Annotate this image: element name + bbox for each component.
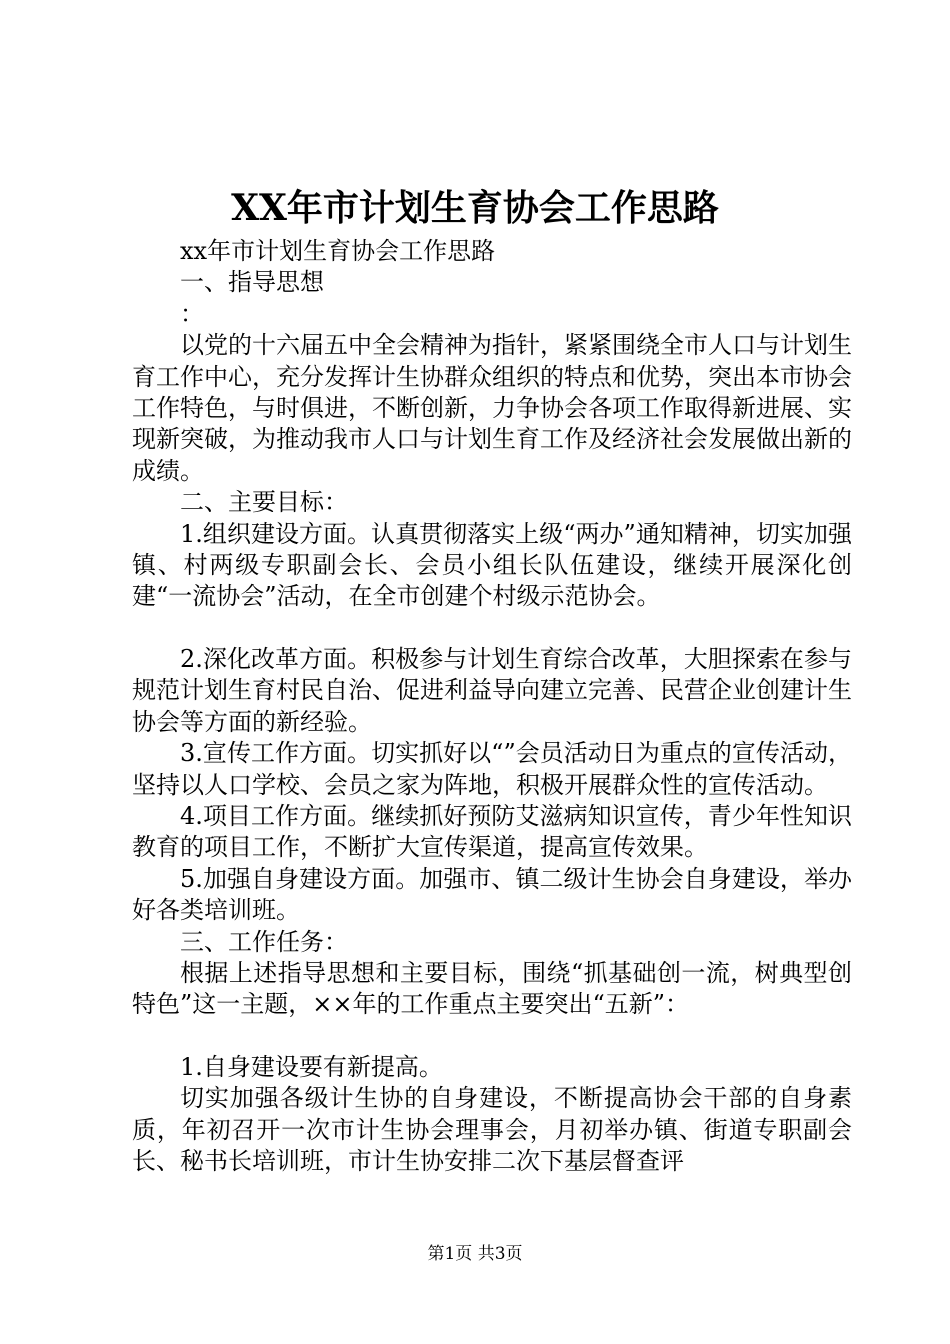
paragraph: 二、主要目标：	[180, 488, 348, 517]
paragraph: 根据上述指导思想和主要目标，围绕“抓基础创一流，树典型创特色”这一主题，××年的工作重点主要突出“五新”：	[132, 958, 852, 1019]
document-title: XX年市计划生育协会工作思路	[231, 187, 719, 229]
paragraph: ：	[180, 299, 204, 328]
document-body	[132, 236, 852, 1177]
paragraph: xx年市计划生育协会工作思路	[180, 237, 496, 265]
paragraph: 3.宣传工作方面。切实抓好以“”会员活动日为重点的宣传活动，坚持以人口学校、会员之家为阵地，积极开展群众性的宣传活动。	[132, 739, 852, 799]
paragraph: 切实加强各级计生协的自身建设，不断提高协会干部的自身素质，年初召开一次市计生协会理事会，月初举办镇、街道专职副会长、秘书长培训班，市计生协安排二次下基层督查评	[132, 1084, 852, 1175]
paragraph: 一、指导思想	[180, 268, 324, 297]
paragraph: 5.加强自身建设方面。加强市、镇二级计生协会自身建设，举办好各类培训班。	[132, 864, 852, 925]
paragraph: 1.自身建设要有新提高。	[180, 1052, 443, 1081]
paragraph: 三、工作任务：	[180, 927, 348, 956]
paragraph: 2.深化改革方面。积极参与计划生育综合改革，大胆探索在参与规范计划生育村民自治、促进利益导向建立完善、民营企业创建计生协会等方面的新经验。	[132, 644, 852, 736]
page-number-footer: 第1页 共3页	[427, 1244, 523, 1264]
paragraph: 以党的十六届五中全会精神为指针，紧紧围绕全市人口与计划生育工作中心，充分发挥计生协群众组织的特点和优势，突出本市协会工作特色，与时俱进，不断创新，力争协会各项工作取得新进展、实现新突破，为推动我市人口与计划生育工作及经济社会发展做出新的成绩。	[132, 331, 852, 485]
paragraph: 1.组织建设方面。认真贯彻落实上级“两办”通知精神，切实加强镇、村两级专职副会长、会员小组长队伍建设，继续开展深化创建“一流协会”活动，在全市创建个村级示范协会。	[132, 519, 852, 611]
paragraph: 4.项目工作方面。继续抓好预防艾滋病知识宣传，青少年性知识教育的项目工作，不断扩大宣传渠道，提高宣传效果。	[132, 801, 852, 862]
